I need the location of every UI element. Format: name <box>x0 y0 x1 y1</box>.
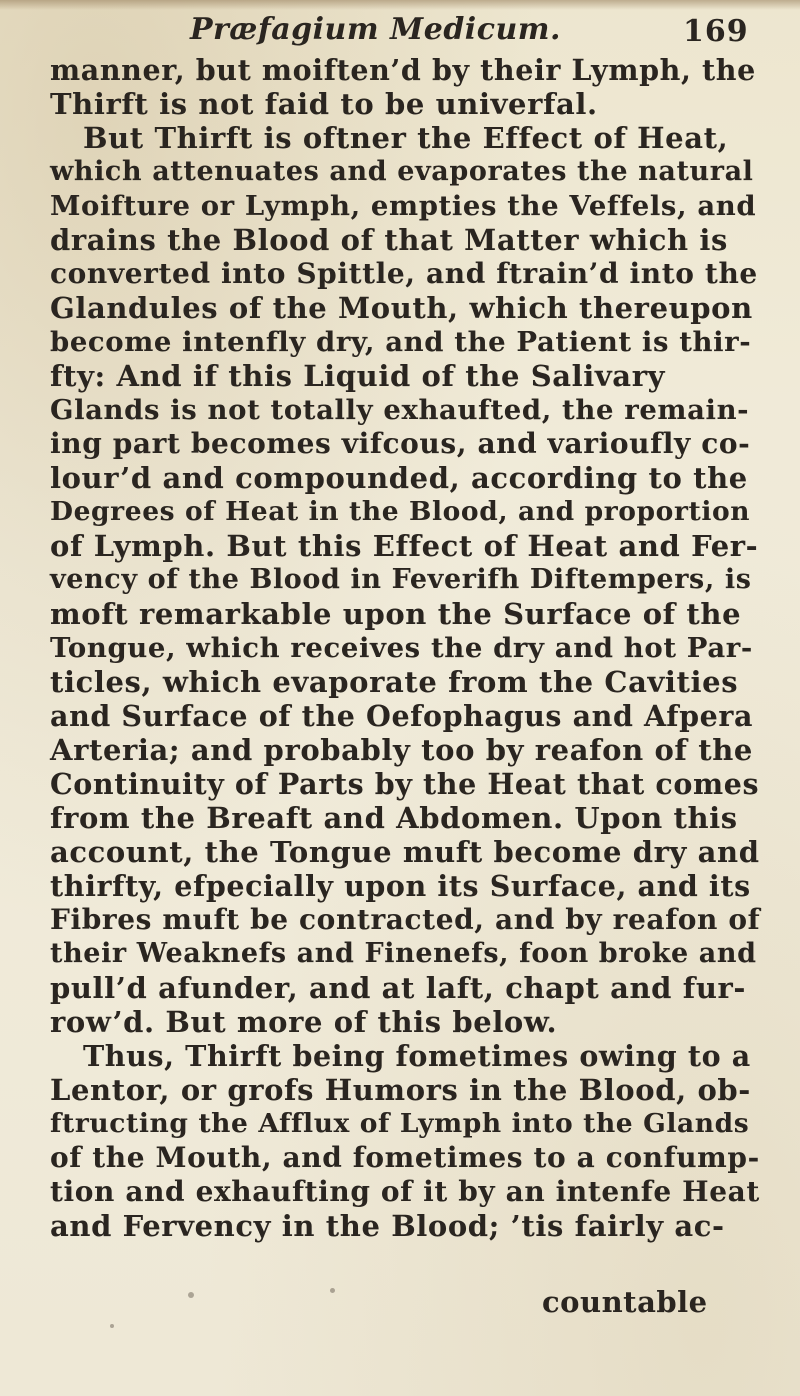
text-line: of the Mouth, and fometimes to a confump- <box>50 1141 760 1174</box>
text-line: and Surface of the Oefophagus and Afpera <box>50 699 754 733</box>
ink-speck <box>110 1324 114 1328</box>
text-line: account, the Tongue muft become dry and <box>50 835 760 869</box>
ink-speck <box>330 1288 335 1293</box>
text-line: Fibres muft be contracted, and by reafon of <box>50 903 761 936</box>
text-line: of Lymph. But this Effect of Heat and Fer- <box>50 529 759 563</box>
text-line: become intenfly dry, and the Patient is thir- <box>50 326 752 358</box>
text-line: Glandules of the Mouth, which thereupon <box>50 291 753 325</box>
text-line: lour’d and compounded, according to the <box>50 461 748 495</box>
text-line: manner, but moiften’d by their Lymph, the <box>50 53 756 87</box>
text-line: and Fervency in the Blood; ’tis fairly ac- <box>50 1209 725 1243</box>
page-header <box>0 6 800 56</box>
text-line: ing part becomes vifcous, and varioufly co- <box>50 427 751 460</box>
text-line: vency of the Blood in Feverifh Diftempers, is <box>50 564 752 595</box>
text-line: ftructing the Afflux of Lymph into the Glands <box>50 1108 750 1139</box>
running-title: Præfagium Medicum. <box>190 12 561 47</box>
text-line: their Weaknefs and Finenefs, foon broke and <box>50 938 757 969</box>
text-line: Thirft is not faid to be univerfal. <box>50 87 598 121</box>
text-line: Glands is not totally exhaufted, the remain- <box>50 394 750 426</box>
page-number: 169 <box>683 14 749 49</box>
text-line: row’d. But more of this below. <box>50 1005 558 1039</box>
text-line: drains the Blood of that Matter which is <box>50 223 728 257</box>
text-line: Tongue, which receives the dry and hot Par- <box>50 632 753 664</box>
catchword: countable <box>542 1285 708 1319</box>
text-line: fty: And if this Liquid of the Salivary <box>50 359 666 393</box>
text-line: tion and exhaufting of it by an intenfe Heat <box>50 1175 760 1208</box>
text-line: Lentor, or grofs Humors in the Blood, ob- <box>50 1073 751 1107</box>
text-line: converted into Spittle, and ftrain’d into the <box>50 257 758 290</box>
text-line: moft remarkable upon the Surface of the <box>50 597 742 631</box>
text-line: from the Breaft and Abdomen. Upon this <box>50 801 738 835</box>
text-line: Arteria; and probably too by reafon of the <box>50 733 753 767</box>
text-line: Continuity of Parts by the Heat that comes <box>50 767 760 801</box>
text-line: But Thirft is oftner the Effect of Heat, <box>83 121 729 155</box>
text-line: pull’d afunder, and at laft, chapt and fur- <box>50 971 747 1005</box>
text-line: Moifture or Lymph, empties the Veffels, and <box>50 190 757 222</box>
ink-speck <box>188 1292 194 1298</box>
text-line: which attenuates and evaporates the natural <box>50 156 754 187</box>
text-line: Thus, Thirft being fometimes owing to a <box>83 1039 751 1073</box>
text-line: Degrees of Heat in the Blood, and proportion <box>50 496 751 527</box>
text-line: ticles, which evaporate from the Cavities <box>50 665 739 699</box>
text-line: thirfty, efpecially upon its Surface, and its <box>50 869 751 903</box>
